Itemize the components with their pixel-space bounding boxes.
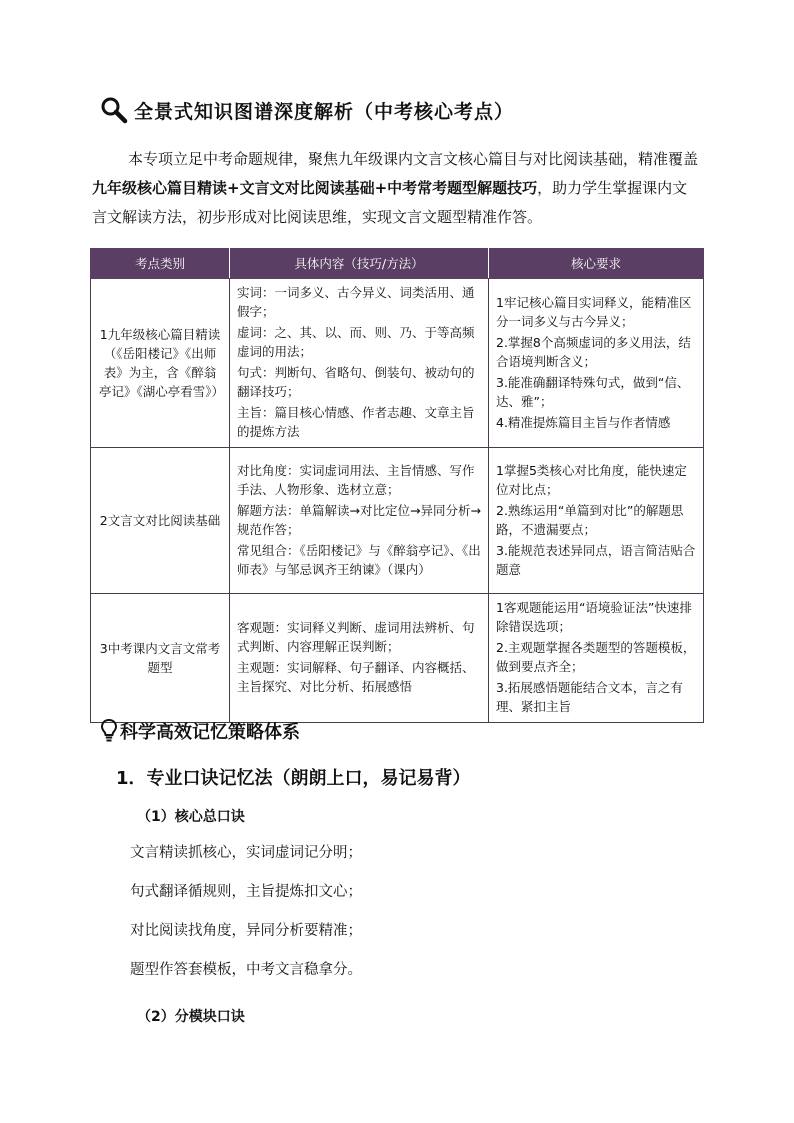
- requirement-line: 2.熟练运用“单篇到对比”的解题思路，不遗漏要点；: [496, 502, 684, 537]
- table-cell-category: 3中考课内文言文常考题型: [91, 594, 230, 723]
- content-line: 主观题：实词解释、句子翻译、内容概括、主旨探究、对比分析、拓展感悟: [237, 660, 475, 694]
- table-cell-content: [230, 594, 489, 723]
- section-title-memory-strategy: [100, 718, 300, 744]
- verse-line: 题型作答套模板，中考文言稳拿分。: [130, 962, 362, 978]
- table-cell-content: [230, 448, 489, 594]
- content-line: 客观题：实词释义判断、虚词用法辨析、句式判断、内容理解正误判断；: [237, 620, 475, 654]
- table-row: [91, 279, 704, 448]
- content-line: 虚词：之、其、以、而、则、乃、于等高频虚词的用法；: [237, 325, 475, 359]
- verse-line: 对比阅读找角度，异同分析要精准；: [130, 923, 362, 939]
- subsubsection-title: （2）分模块口诀: [137, 1009, 245, 1025]
- content-line: 主旨：篇目核心情感、作者志趣、文章主旨的提炼方法: [237, 405, 475, 439]
- lightbulb-icon: [100, 718, 118, 744]
- intro-text-1: 本专项立足中考命题规律，聚焦九年级课内文言文核心篇目与对比阅读基础，精准覆盖: [128, 150, 699, 168]
- content-line: 解题方法：单篇解读→对比定位→异同分析→规范作答；: [237, 502, 481, 537]
- table-cell-requirements: [489, 279, 704, 448]
- verse-line: 句式翻译循规则，主旨提炼扣文心；: [130, 884, 362, 900]
- requirement-line: 3.能规范表述异同点，语言简洁贴合题意: [496, 542, 696, 577]
- section-title-text: 全景式知识图谱深度解析（中考核心考点）: [134, 100, 515, 123]
- section-title-text: 科学高效记忆策略体系: [120, 722, 300, 743]
- table-cell-requirements: [489, 448, 704, 594]
- verse-line: 文言精读抓核心，实词虚词记分明；: [130, 845, 362, 861]
- requirement-line: 1客观题能运用“语境验证法”快速排除错误选项；: [496, 600, 692, 634]
- subsection-title: 1．专业口诀记忆法（朗朗上口，易记易背）: [116, 768, 471, 789]
- content-line: 句式：判断句、省略句、倒装句、被动句的翻译技巧；: [237, 365, 475, 399]
- table-header-cell: 核心要求: [489, 249, 704, 279]
- table-header-row: [91, 249, 704, 279]
- content-line: 对比角度：实词虚词用法、主旨情感、写作手法、人物形象、选材立意；: [237, 462, 475, 497]
- magnifier-icon: [100, 96, 128, 124]
- content-line: 实词：一词多义、古今异义、词类活用、通假字；: [237, 285, 475, 319]
- intro-text-bold: 九年级核心篇目精读+文言文对比阅读基础+中考常考题型解题技巧: [92, 179, 538, 197]
- table-cell-category: 1九年级核心篇目精读（《岳阳楼记》《出师表》为主，含《醉翁亭记》《湖心亭看雪》）: [91, 279, 230, 448]
- table-row: [91, 448, 704, 594]
- requirement-line: 3.拓展感悟题能结合文本，言之有理、紧扣主旨: [496, 680, 683, 714]
- section-title-knowledge-map: [100, 96, 514, 124]
- requirement-line: 1牢记核心篇目实词释义，能精准区分一词多义与古今异义；: [496, 294, 692, 329]
- requirement-line: 4.精准提炼篇目主旨与作者情感: [496, 414, 671, 430]
- requirement-line: 2.主观题掌握各类题型的答题模板，做到要点齐全；: [496, 640, 696, 674]
- requirement-line: 3.能准确翻译特殊句式，做到“信、达、雅”；: [496, 374, 690, 409]
- table-cell-content: [230, 279, 489, 448]
- intro-text-2: ，助力学生掌握课内文言文解读方法，初步形成对比阅读思维，实现文言文题型精准作答。: [92, 179, 688, 226]
- requirement-line: 2.掌握8个高频虚词的多义用法，结合语境判断含义；: [496, 334, 691, 369]
- content-line: 常见组合：《岳阳楼记》与《醉翁亭记》、《出师表》与邹忌讽齐王纳谏》（课内）: [237, 542, 481, 577]
- subsubsection-title: （1）核心总口诀: [137, 809, 245, 825]
- table-header-cell: 考点类别: [91, 249, 230, 279]
- table-cell-category: 2文言文对比阅读基础: [91, 448, 230, 594]
- knowledge-table: [90, 248, 704, 723]
- table-row: [91, 594, 704, 723]
- intro-paragraph: [92, 145, 702, 232]
- table-cell-requirements: [489, 594, 704, 723]
- requirement-line: 1掌握5类核心对比角度，能快速定位对比点；: [496, 462, 687, 497]
- table-header-cell: 具体内容（技巧/方法）: [230, 249, 489, 279]
